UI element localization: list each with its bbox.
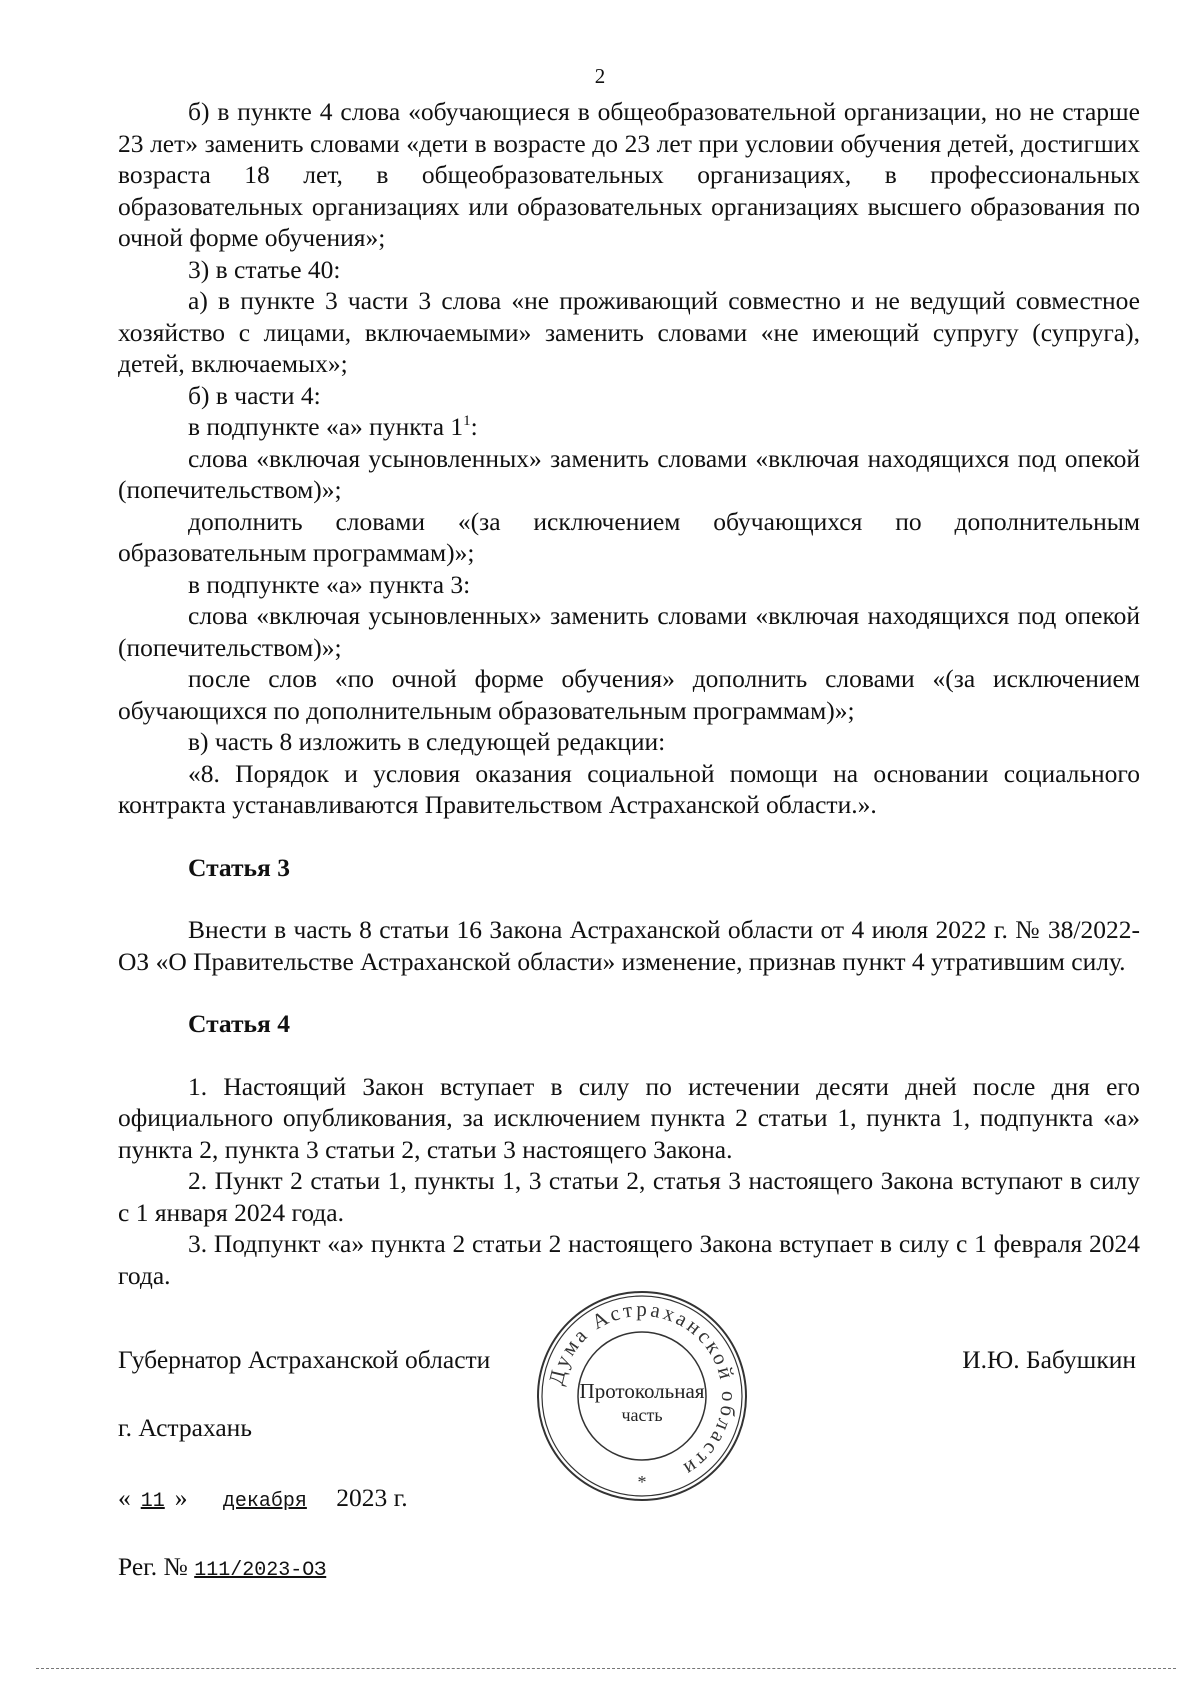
article-4-item: 2. Пункт 2 статьи 1, пункты 1, 3 статьи 2, статья 3 настоящего Закона вступают в силу с 1 января 2024 года.	[118, 1166, 1140, 1227]
paragraph: после слов «по очной форме обучения» дополнить словами «(за исключением обучающихся по дополнительным образовательным программам)»;	[118, 664, 1140, 725]
seal-center-line: часть	[621, 1405, 663, 1425]
paragraph: слова «включая усыновленных» заменить словами «включая находящихся под опекой (попечительством)»;	[118, 443, 1140, 504]
superscript: 1	[463, 413, 471, 429]
article-3-heading: Статья 3	[188, 852, 290, 882]
registration-label: Рег. №	[118, 1552, 188, 1581]
registration-number	[118, 1551, 326, 1586]
date-quote-close: »	[174, 1483, 188, 1512]
paragraph: б) в пункте 4 слова «обучающиеся в общеобразовательной организации, но не старше 23 лет» заменить словами «дети в возрасте до 23 лет при условии обучения детей, достигших возраста 18 лет, в общеобразовательных организациях, в профессиональных образовательных организациях или образовательных организациях высшего образования по очной форме обучения»;	[118, 97, 1140, 252]
paragraph: а) в пункте 3 части 3 слова «не проживающий совместно и не ведущий совместное хозяйство с лицами, включаемыми» заменить словами «не имеющий супругу (супруга), детей, включаемых»;	[118, 286, 1140, 378]
paragraph-text: в подпункте «а» пункта 1	[188, 412, 464, 441]
paragraph: «8. Порядок и условия оказания социальной помощи на основании социального контракта устанавливаются Правительством Астраханской области.».	[118, 758, 1140, 819]
paragraph: дополнить словами «(за исключением обучающихся по дополнительным образовательным программам)»;	[118, 506, 1140, 567]
paragraph: 3) в статье 40:	[188, 254, 341, 284]
signatory-position: Губернатор Астраханской области	[118, 1345, 491, 1374]
signing-city: г. Астрахань	[118, 1413, 252, 1442]
date-quote-open: «	[118, 1483, 131, 1512]
article-3-text: Внести в часть 8 статьи 16 Закона Астраханской области от 4 июля 2022 г. № 38/2022-ОЗ «О Правительстве Астраханской области» изменение, признав пункт 4 утратившим силу.	[118, 915, 1140, 976]
article-4-item: 3. Подпункт «а» пункта 2 статьи 2 настоящего Закона вступает в силу с 1 февраля 2024 года.	[118, 1229, 1140, 1290]
signing-date	[118, 1482, 408, 1517]
article-4-heading: Статья 4	[188, 1009, 290, 1038]
seal-center-text	[534, 1379, 750, 1427]
page-number: 2	[594, 64, 606, 88]
seal-center-line: Протокольная	[579, 1379, 705, 1403]
seal-star-icon: *	[637, 1472, 647, 1492]
registration-value: 111/2023-ОЗ	[194, 1559, 327, 1582]
paragraph	[118, 411, 1140, 443]
seal-ring-text: Дума Астраханской области	[543, 1296, 742, 1483]
document-body	[118, 96, 1140, 1291]
paragraph: в подпункте «а» пункта 3:	[188, 569, 471, 599]
article-4-item: 1. Настоящий Закон вступает в силу по истечении десяти дней после дня его официального опубликования, за исключением пункта 2 статьи 1, пункта 1, подпункта «а» пункта 2, пункта 3 статьи 2, статьи 3 настоящего Закона.	[118, 1071, 1140, 1164]
page-bottom-rule	[36, 1668, 1176, 1669]
paragraph: б) в части 4:	[188, 380, 321, 410]
date-month: декабря	[222, 1490, 307, 1513]
paragraph: слова «включая усыновленных» заменить словами «включая находящихся под опекой (попечительством)»;	[118, 601, 1140, 662]
date-day: 11	[140, 1490, 165, 1513]
paragraph-text: :	[470, 412, 478, 441]
signatory-name: И.Ю. Бабушкин	[962, 1345, 1136, 1374]
date-year: 2023 г.	[336, 1483, 408, 1512]
paragraph: в) часть 8 изложить в следующей редакции:	[188, 727, 666, 756]
